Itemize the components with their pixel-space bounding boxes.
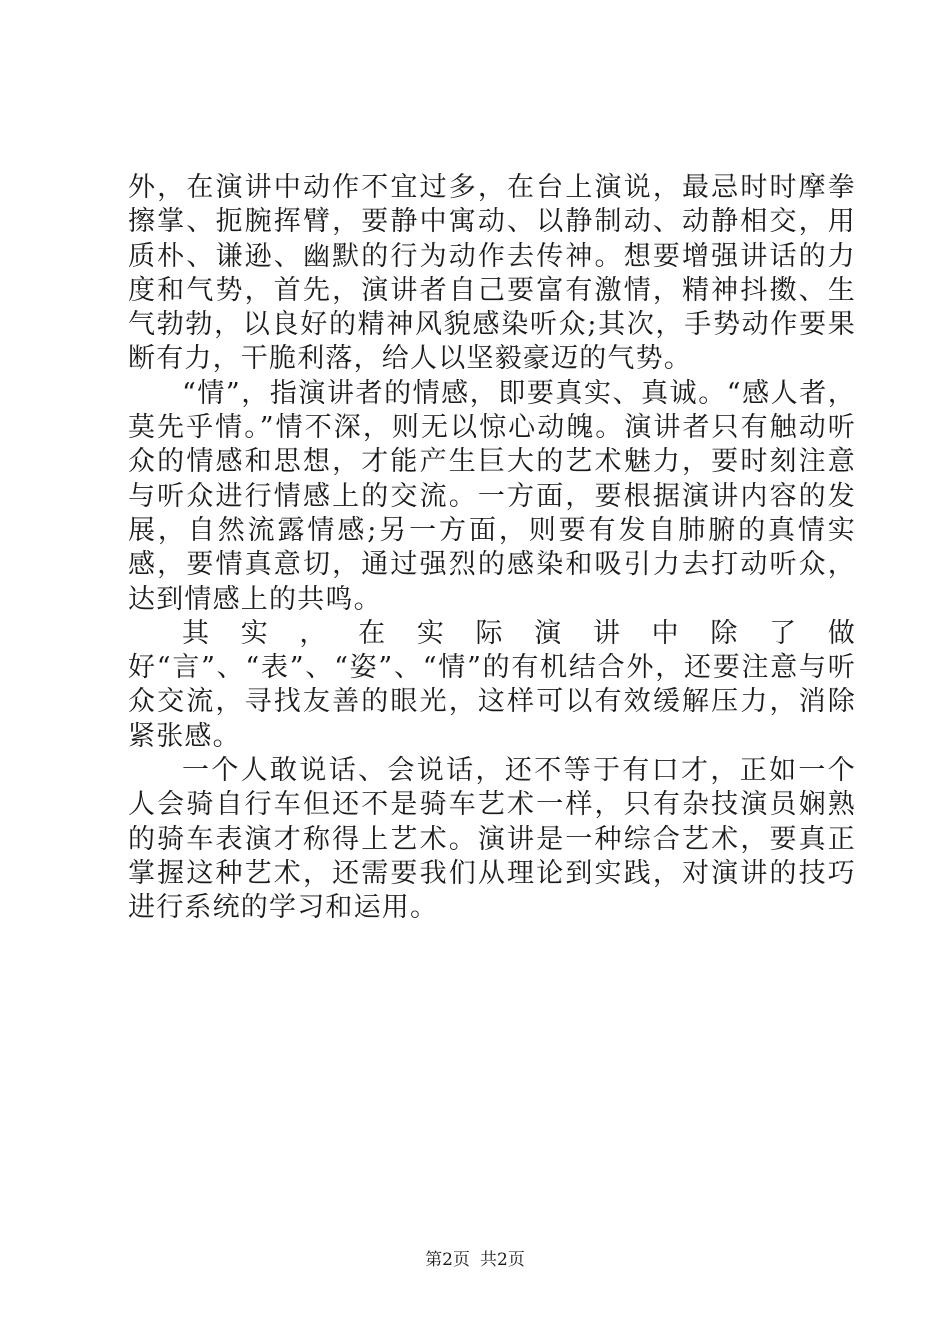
page-number-total: 共2页 (480, 1250, 525, 1270)
document-body (128, 171, 856, 926)
paragraph-3: 其实，在实际演讲中除了做好“言”、“表”、“姿”、“情”的有机结合外，还要注意与听众交流，寻找友善的眼光，这样可以有效缓解压力，消除紧张感。 (128, 617, 856, 752)
paragraph-1: 外，在演讲中动作不宜过多，在台上演说，最忌时时摩拳擦掌、扼腕挥臂，要静中寓动、以静制动、动静相交，用质朴、谦逊、幽默的行为动作去传神。想要增强讲话的力度和气势，首先，演讲者自己要富有激情，精神抖擞、生气勃勃，以良好的精神风貌感染听众;其次，手势动作要果断有力，干脆利落，给人以坚毅豪迈的气势。 (128, 172, 856, 375)
paragraph-2: “情”，指演讲者的情感，即要真实、真诚。“感人者，莫先乎情。”情不深，则无以惊心动魄。演讲者只有触动听众的情感和思想，才能产生巨大的艺术魅力，要时刻注意与听众进行情感上的交流。一方面，要根据演讲内容的发展，自然流露情感;另一方面，则要有发自肺腑的真情实感，要情真意切，通过强烈的感染和吸引力去打动听众，达到情感上的共鸣。 (128, 377, 856, 615)
page-footer (0, 1245, 950, 1270)
page-number-current: 第2页 (425, 1250, 470, 1270)
paragraph-4: 一个人敢说话、会说话，还不等于有口才，正如一个人会骑自行车但还不是骑车艺术一样，只有杂技演员娴熟的骑车表演才称得上艺术。演讲是一种综合艺术，要真正掌握这种艺术，还需要我们从理论到实践，对演讲的技巧进行系统的学习和运用。 (128, 755, 856, 924)
